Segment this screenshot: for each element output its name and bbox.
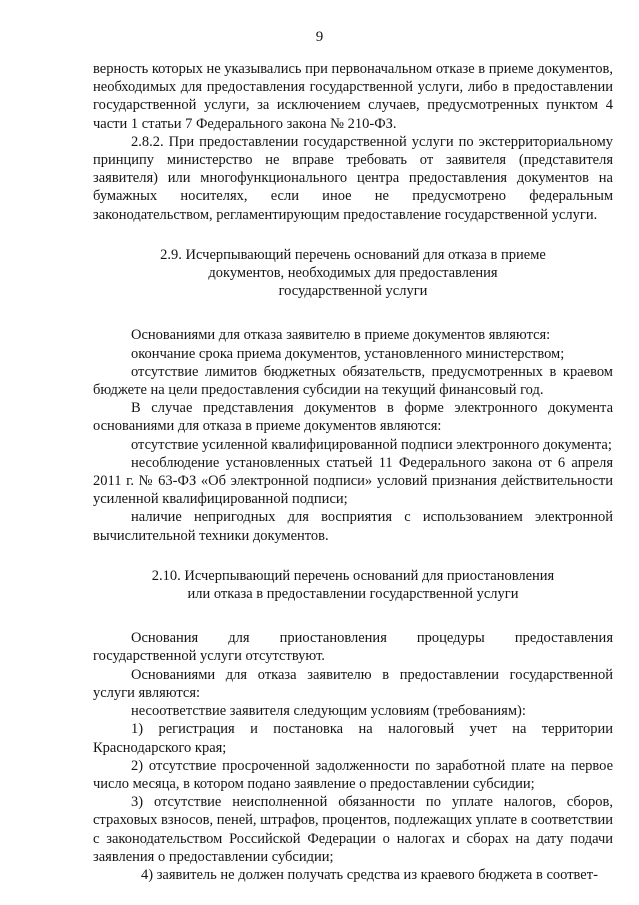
heading-line: 2.9. Исчерпывающий перечень оснований для отказа в приеме [160,246,546,263]
paragraph: несоответствие заявителя следующим условиям (требованиям): [131,703,526,720]
paragraph: В случае представления документов в форме электронного документа основаниями для отказа в приеме документов являются: [93,400,613,435]
list-item: 3) отсутствие неисполненной обязанности по уплате налогов, сборов, страховых взносов, пеней, штрафов, процентов, подлежащих уплате в соответствии с законодательством Российской Федерации о налогах и сборах на дату подачи заявления о предоставлении субсидии; [93,794,613,865]
heading-line: государственной услуги [278,283,428,300]
page-number: 9 [315,29,324,45]
list-item: 2) отсутствие просроченной задолженности по заработной плате на первое число месяца, в котором подано заявление о предоставлении субсидии; [93,757,613,792]
heading-line: или отказа в предоставлении государственной услуги [187,586,519,603]
paragraph: отсутствие усиленной квалифицированной подписи электронного документа; [131,436,612,453]
paragraph: отсутствие лимитов бюджетных обязательств, предусмотренных в краевом бюджете на цели предоставления субсидии на текущий финансовый год. [93,363,613,399]
list-item: 1) регистрация и постановка на налоговый учет на территории Краснодарского края; [93,721,613,756]
section-heading-2-9 [93,246,613,301]
section-heading-2-10 [93,567,613,603]
paragraph: окончание срока приема документов, установленного министерством; [131,345,565,362]
paragraph: несоблюдение установленных статьей 11 Федерального закона от 6 апреля 2011 г. № 63-ФЗ «Об электронной подписи» условий признания действительности усиленной квалифицированной подписи; [93,454,613,508]
heading-line: документов, необходимых для предоставления [208,265,498,282]
paragraph: верность которых не указывались при первоначальном отказе в приеме документов, необходимых для предоставления государственной услуги, либо в предоставлении государственной услуги, за исключением случаев, предусмотренных пунктом 4 части 1 статьи 7 Федерального закона № 210-ФЗ. [93,61,613,132]
paragraph: Основаниями для отказа заявителю в предоставлении государственной услуги являются: [93,666,613,701]
paragraph: Основания для приостановления процедуры предоставления государственной услуги отсутствуют. [93,630,613,665]
paragraph: Основаниями для отказа заявителю в приеме документов являются: [131,327,551,344]
document-body [93,60,613,884]
paragraph: 2.8.2. При предоставлении государственной услуги по экстерриториальному принципу министерство не вправе требовать от заявителя (представителя заявителя) или многофункционального центра предоставления документов на бумажных носителях, если иное не предусмотрено федеральным законодательством, регламентирующим предоставление государственной услуги. [93,133,613,223]
list-item: 4) заявитель не должен получать средства из краевого бюджета в соответ- [141,866,598,883]
paragraph: наличие непригодных для восприятия с использованием электронной вычислительной техники документов. [93,509,613,544]
heading-line: 2.10. Исчерпывающий перечень оснований для приостановления [151,567,555,584]
